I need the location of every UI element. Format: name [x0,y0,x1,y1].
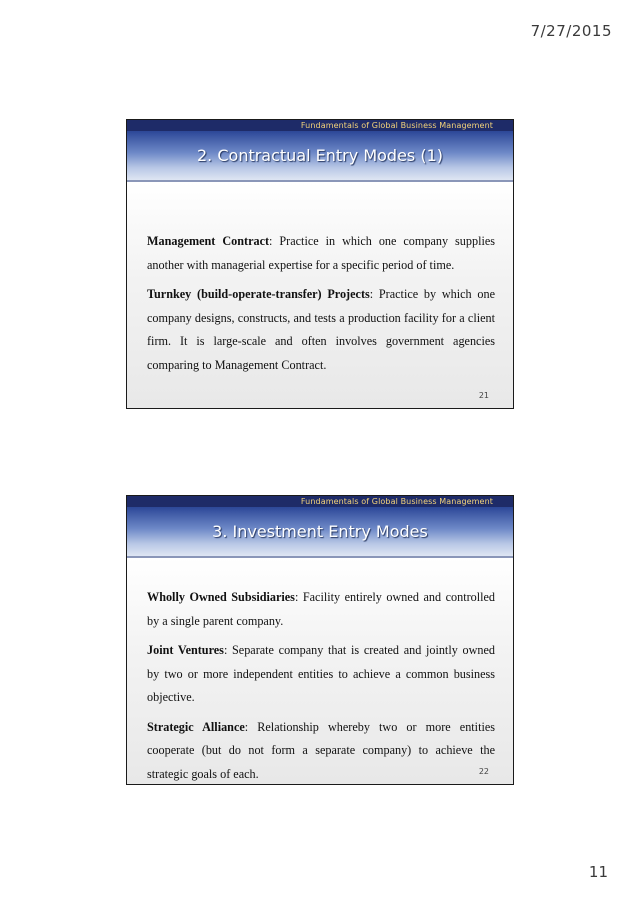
slide-number: 21 [478,391,489,400]
slide-header [127,496,513,558]
page-number: 11 [588,863,608,881]
entry-joint-ventures [147,639,495,710]
entry-definition: : Relationship whereby two or more entities cooperate (but do not form a separate company) to achieve the strategic goals of each. [147,719,495,781]
slide-number: 22 [478,767,489,776]
entry-definition: : Practice by which one company designs, constructs, and tests a production facility for a client firm. It is large-scale and often involves government agencies comparing to Management Contract. [147,287,496,372]
slide-21 [126,119,514,409]
entry-term: Management Contract [147,234,270,248]
entry-term: Turnkey (build-operate-transfer) Projects [147,287,370,301]
series-title: Fundamentals of Global Business Management [127,120,513,131]
slide-22 [126,495,514,785]
slide-text [147,230,495,383]
slide-body [127,182,513,408]
entry-term: Strategic Alliance [147,719,245,734]
entry-management-contract [147,230,495,277]
entry-definition: : Practice in which one company supplies another with managerial expertise for a specific period of time. [147,234,495,272]
entry-turnkey-projects [147,283,495,377]
print-date: 7/27/2015 [530,22,612,40]
slide-header [127,120,513,182]
entry-definition: : Separate company that is created and jointly owned by two or more independent entities to achieve a common business objective. [147,643,495,704]
series-title: Fundamentals of Global Business Management [127,496,513,507]
entry-definition: : Facility entirely owned and controlled by a single parent company. [147,590,496,628]
entry-strategic-alliance [147,716,495,786]
slide-title: 2. Contractual Entry Modes (1) [197,146,443,165]
slide-title: 3. Investment Entry Modes [212,522,428,541]
slide-text [147,586,495,785]
slide-body [127,558,513,784]
entry-term: Joint Ventures [147,643,224,657]
entry-wholly-owned-subsidiaries [147,586,495,633]
entry-term: Wholly Owned Subsidiaries [147,590,295,604]
